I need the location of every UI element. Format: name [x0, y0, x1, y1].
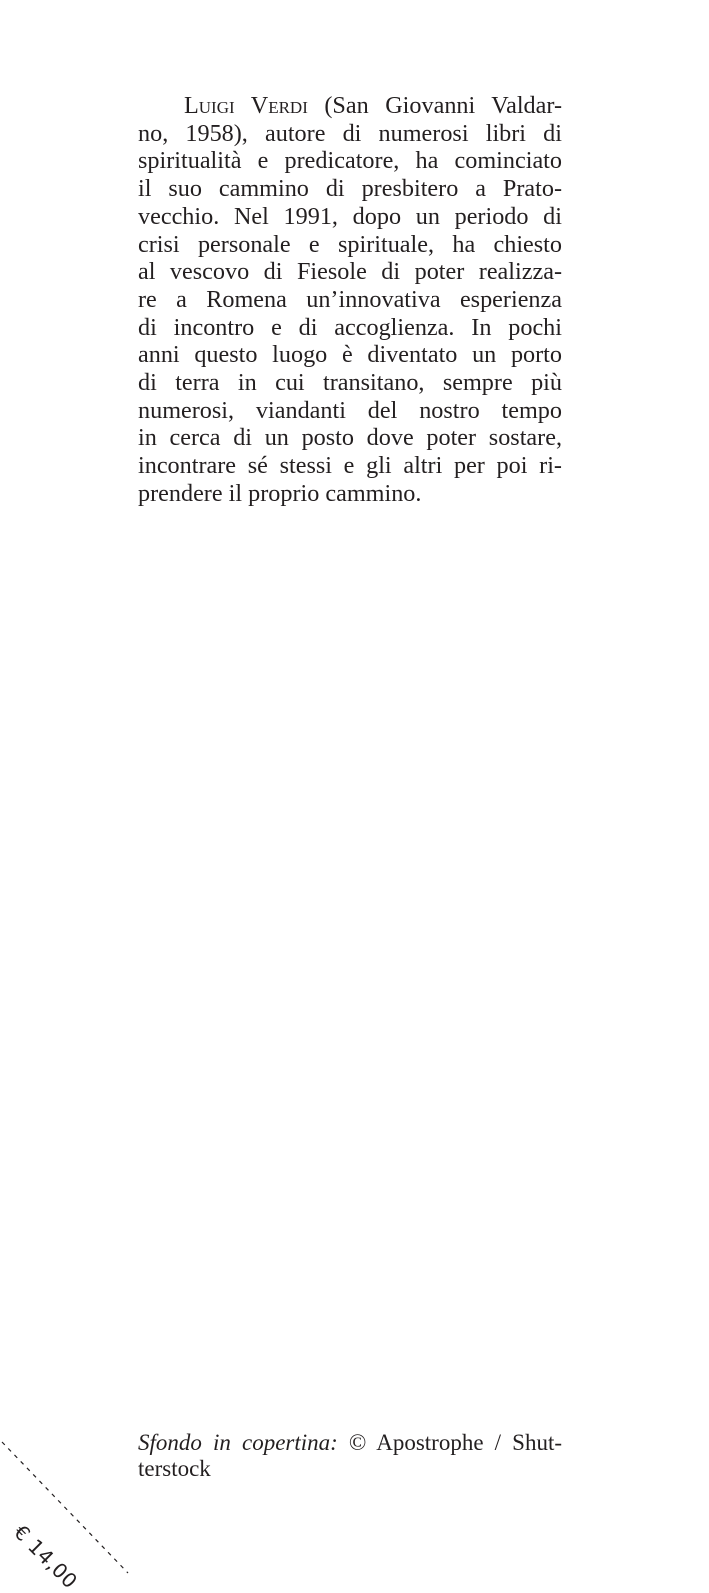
- bio-line: in cerca di un posto dove poter sostare,: [138, 424, 562, 452]
- author-biography: [138, 92, 562, 508]
- bio-line: spiritualità e predicatore, ha cominciato: [138, 147, 562, 175]
- bio-line: di terra in cui transitano, sempre più: [138, 369, 562, 397]
- credit-label: Sfondo in copertina:: [138, 1430, 338, 1455]
- dashed-cut-line: [2, 1442, 128, 1573]
- bio-line: crisi personale e spirituale, ha chiesto: [138, 230, 562, 258]
- bio-line: Luigi Verdi (San Giovanni Valdar-: [184, 92, 562, 119]
- bio-line: no, 1958), autore di numerosi libri di: [138, 119, 562, 147]
- bio-line: il suo cammino di presbitero a Prato-: [138, 175, 562, 203]
- credit-text: © Apostrophe / Shut-: [337, 1430, 562, 1455]
- bio-line: numerosi, viandanti del nostro tempo: [138, 396, 562, 424]
- price-label: € 14,00: [9, 1520, 83, 1593]
- bio-line: anni questo luogo è diventato un porto: [138, 341, 562, 369]
- bio-line: al vescovo di Fiesole di poter realizza-: [138, 258, 562, 286]
- author-name: Luigi Verdi: [184, 92, 308, 119]
- price-cut-line: [0, 1440, 130, 1575]
- bio-line: prendere il proprio cammino.: [138, 479, 422, 507]
- bio-line: vecchio. Nel 1991, dopo un periodo di: [138, 202, 562, 230]
- bio-line: di incontro e di accoglienza. In pochi: [138, 313, 562, 341]
- cover-image-credit: [138, 1430, 562, 1482]
- credit-line: terstock: [138, 1456, 211, 1481]
- credit-line: [138, 1430, 562, 1456]
- bio-line: re a Romena un’innovativa esperienza: [138, 285, 562, 313]
- bio-line: incontrare sé stessi e gli altri per poi ri-: [138, 452, 562, 480]
